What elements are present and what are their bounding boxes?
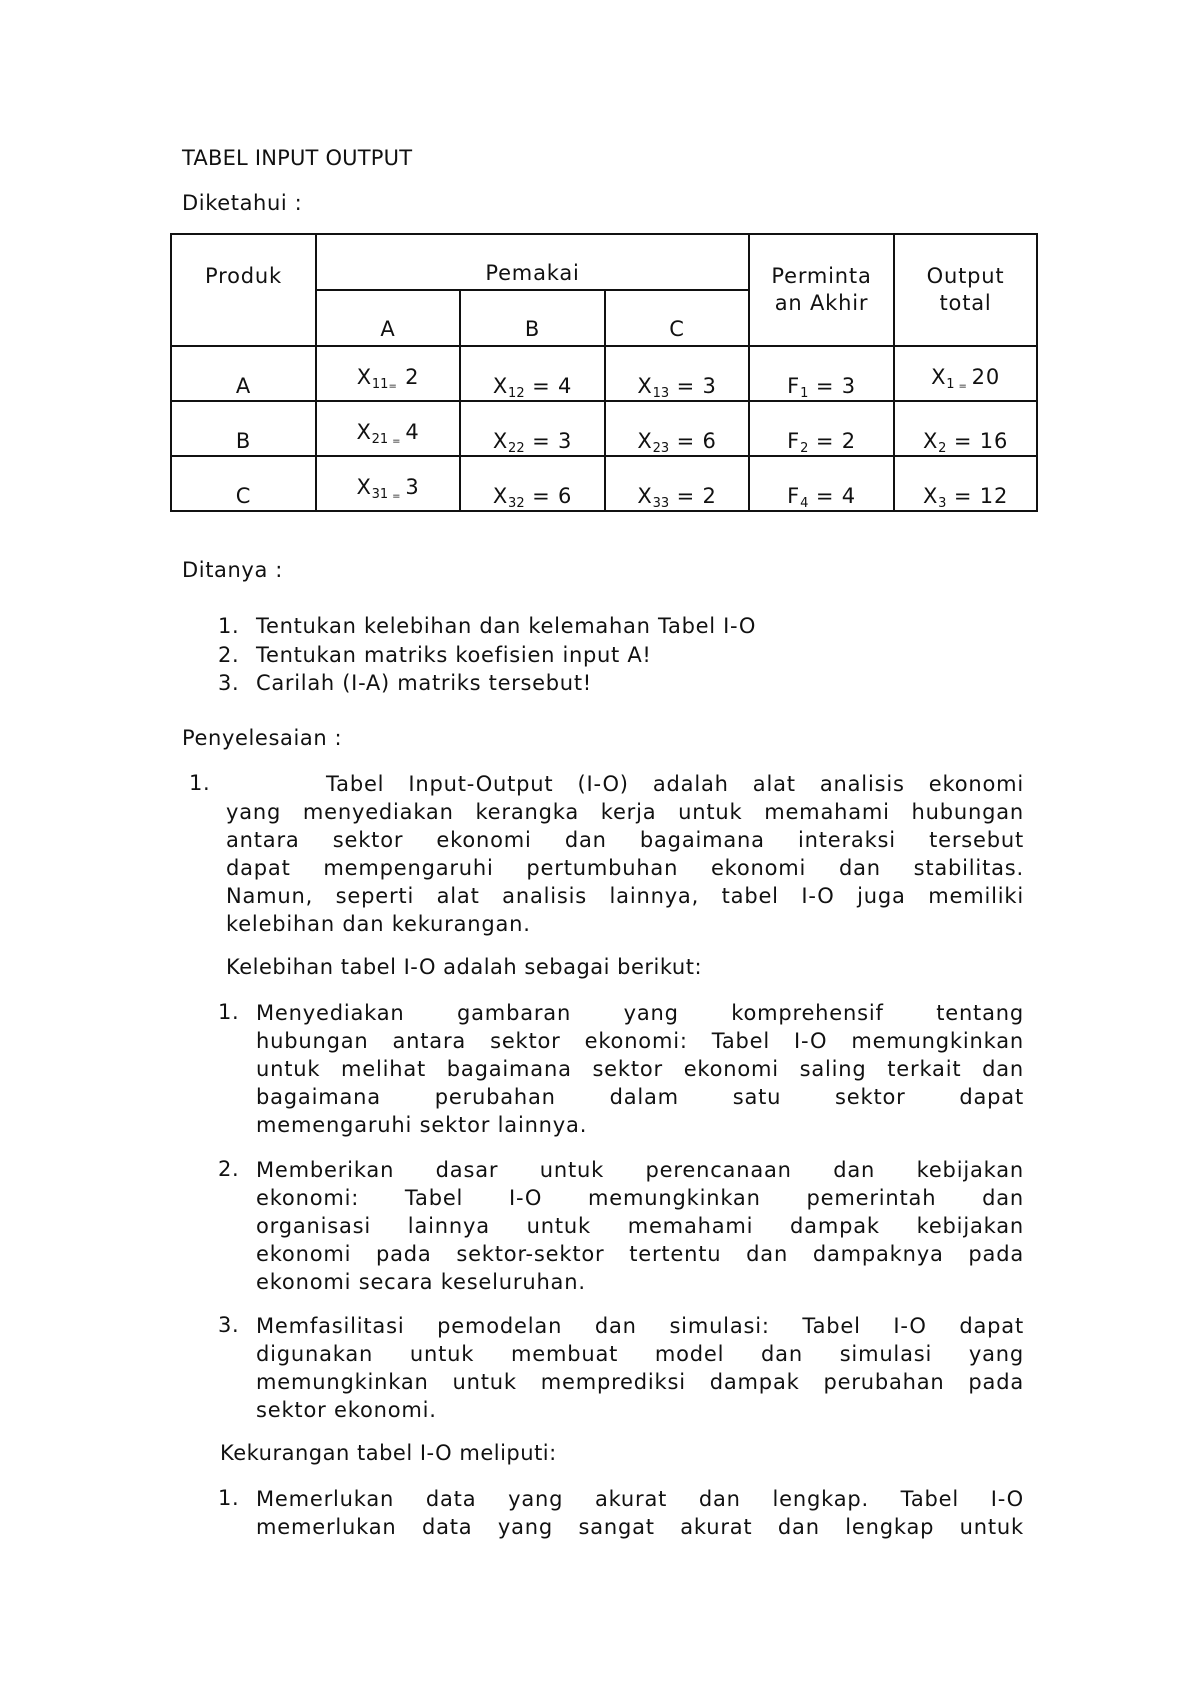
advantage-item: Memfasilitasi pemodelan dan simulasi: Tabel I-O dapat digunakan untuk membuat model dan simulasi yang memungkinkan untuk memprediksi dampak perubahan pada sektor ekonomi. [256, 1314, 1024, 1422]
known-label: Diketahui : [182, 191, 303, 215]
table-cell: $X_{23} = 6$ [605, 401, 749, 456]
list-number: 1. [218, 1486, 240, 1510]
table-cell: $X_{11=}$ 2 [316, 346, 460, 401]
table-cell: $X_{12} = 4$ [460, 346, 605, 401]
list-number: 2. [218, 1157, 240, 1181]
header-produk: Produk [171, 234, 316, 346]
solution-label: Penyelesaian : [182, 726, 343, 750]
advantage-item: Menyediakan gambaran yang komprehensif tentang hubungan antara sektor ekonomi: Tabel I-O memungkinkan untuk melihat bagaimana sektor ekonomi saling terkait dan bagaimana perubahan dalam satu sektor dapat memengaruhi sektor lainnya. [256, 1001, 1024, 1137]
question-item: 2. Tentukan matriks koefisien input A! [218, 643, 652, 667]
list-number: 1. [218, 1000, 240, 1024]
table-cell: $X_{33} = 2$ [605, 456, 749, 511]
table-cell: $F_2 = 2$ [749, 401, 894, 456]
row-label: B [171, 401, 316, 456]
row-label: A [171, 346, 316, 401]
input-output-table [170, 233, 1038, 512]
question-item: 1. Tentukan kelebihan dan kelemahan Tabel I-O [218, 614, 757, 638]
question-item: 3. Carilah (I-A) matriks tersebut! [218, 671, 592, 695]
subheader-b: B [460, 290, 605, 346]
table-cell: $X_{31}$ $_=$ 3 [316, 456, 460, 511]
table-cell: $X_{21}$ $_=$ 4 [316, 401, 460, 456]
list-number: 3. [218, 1313, 240, 1337]
asked-label: Ditanya : [182, 558, 283, 582]
table-row [171, 456, 1037, 511]
header-pemakai: Pemakai [316, 234, 749, 290]
table-cell: $X_{13} = 3$ [605, 346, 749, 401]
table-cell: $X_{22} = 3$ [460, 401, 605, 456]
table-cell: $X_1$ $_=$ 20 [894, 346, 1037, 401]
table-row [171, 346, 1037, 401]
advantage-item: Memberikan dasar untuk perencanaan dan kebijakan ekonomi: Tabel I-O memungkinkan pemerintah dan organisasi lainnya untuk memahami dampak kebijakan ekonomi pada sektor-sektor tertentu dan dampaknya pada ekonomi secara keseluruhan. [256, 1158, 1024, 1294]
disadvantage-item: Memerlukan data yang akurat dan lengkap. Tabel I-O memerlukan data yang sangat akurat dan lengkap untuk [256, 1487, 1024, 1539]
table-cell: $X_2 = 16$ [894, 401, 1037, 456]
header-output-total: Output total [894, 234, 1037, 346]
subheader-a: A [316, 290, 460, 346]
table-cell: $F_1 = 3$ [749, 346, 894, 401]
table-row [171, 401, 1037, 456]
row-label: C [171, 456, 316, 511]
table-cell: $X_{32} = 6$ [460, 456, 605, 511]
answer-paragraph: Tabel Input-Output (I-O) adalah alat analisis ekonomi yang menyediakan kerangka kerja untuk memahami hubungan antara sektor ekonomi dan bagaimana interaksi tersebut dapat mempengaruhi pertumbuhan ekonomi dan stabilitas. Namun, seperti alat analisis lainnya, tabel I-O juga memiliki kelebihan dan kekurangan. [226, 772, 1024, 936]
table-cell: $F_4 = 4$ [749, 456, 894, 511]
document-title: TABEL INPUT OUTPUT [182, 146, 413, 170]
table-cell: $X_3 = 12$ [894, 456, 1037, 511]
header-permintaan-akhir: Perminta an Akhir [749, 234, 894, 346]
advantages-heading: Kelebihan tabel I-O adalah sebagai berikut: [226, 955, 703, 979]
subheader-c: C [605, 290, 749, 346]
disadvantages-heading: Kekurangan tabel I-O meliputi: [220, 1441, 557, 1465]
answer-number: 1. [189, 771, 211, 795]
